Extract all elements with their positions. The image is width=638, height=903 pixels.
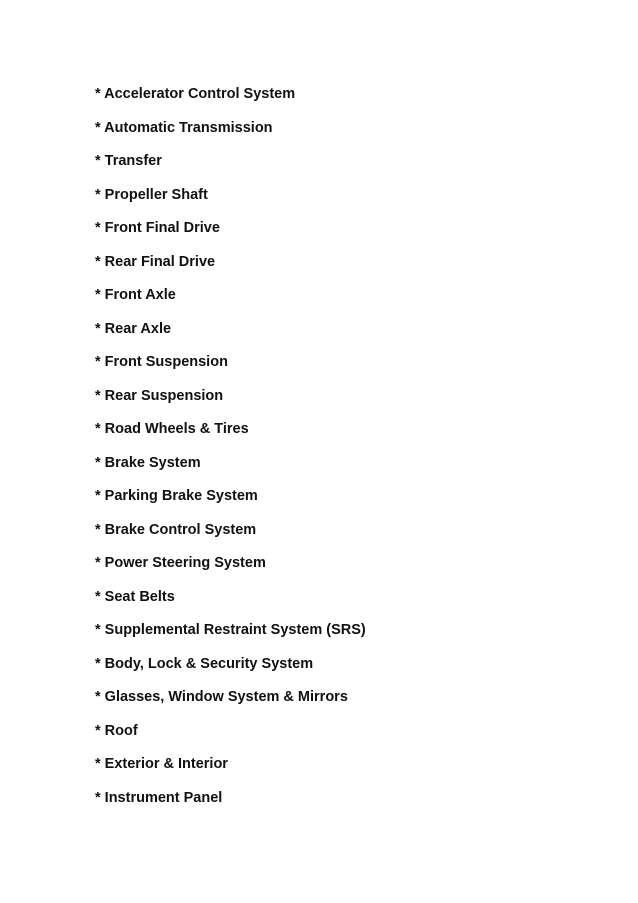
list-item: * Roof bbox=[95, 722, 138, 739]
list-item: * Front Suspension bbox=[95, 354, 228, 370]
list-item: * Rear Final Drive bbox=[95, 253, 216, 270]
list-item: * Seat Belts bbox=[95, 588, 175, 605]
list-item: * Front Axle bbox=[95, 287, 176, 303]
list-item: * Front Final Drive bbox=[95, 220, 220, 236]
list-item: * Accelerator Control System bbox=[95, 86, 296, 102]
list-item: * Parking Brake System bbox=[95, 488, 258, 504]
list-item: * Brake System bbox=[95, 454, 201, 471]
list-item: * Body, Lock & Security System bbox=[95, 655, 314, 672]
list-item: * Exterior & Interior bbox=[95, 756, 228, 772]
list-item: * Automatic Transmission bbox=[95, 119, 273, 136]
list-item: * Rear Suspension bbox=[95, 387, 224, 404]
list-item: * Supplemental Restraint System (SRS) bbox=[95, 622, 366, 638]
list-item: * Power Steering System bbox=[95, 555, 266, 571]
list-item: * Glasses, Window System & Mirrors bbox=[95, 689, 348, 705]
list-item: * Rear Axle bbox=[95, 320, 172, 337]
section-list bbox=[95, 85, 366, 822]
list-item: * Instrument Panel bbox=[95, 789, 223, 806]
list-item: * Road Wheels & Tires bbox=[95, 421, 249, 437]
list-item: * Propeller Shaft bbox=[95, 186, 208, 203]
list-item: * Brake Control System bbox=[95, 521, 257, 538]
list-item: * Transfer bbox=[95, 153, 162, 169]
